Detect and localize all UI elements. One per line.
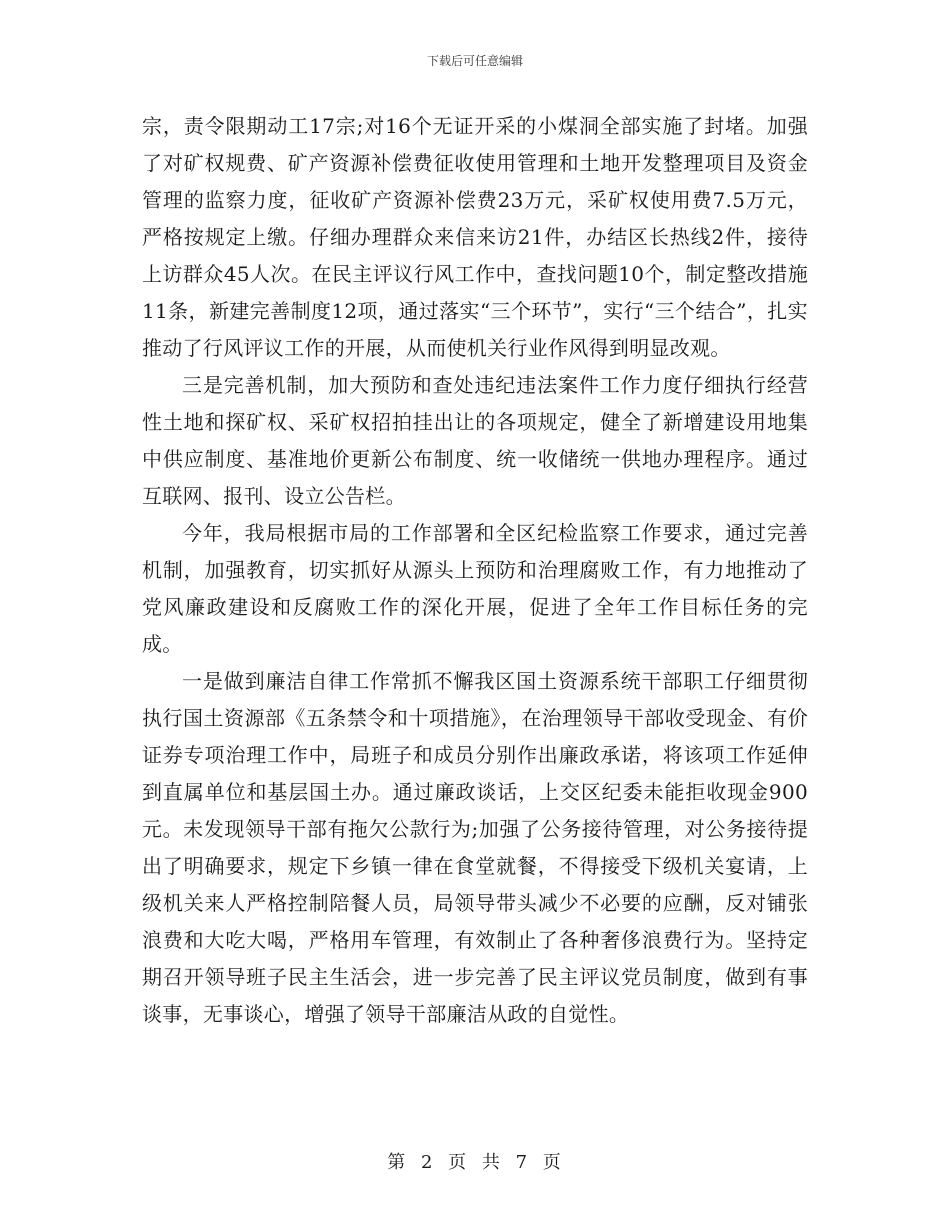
paragraph-4: 一是做到廉洁自律工作常抓不懈我区国土资源系统干部职工仔细贯彻执行国土资源部《五条禁令和十项措施》，在治理领导干部收受现金、有价证券专项治理工作中，局班子和成员分别作出廉政承诺，将该项工作延伸到直属单位和基层国土办。通过廉政谈话，上交区纪委未能拒收现金900元。未发现领导干部有拖欠公款行为;加强了公务接待管理，对公务接待提出了明确要求，规定下乡镇一律在食堂就餐，不得接受下级机关宴请，上级机关来人严格控制陪餐人员，局领导带头减少不必要的应酬，反对铺张浪费和大吃大喝，严格用车管理，有效制止了各种奢侈浪费行为。坚持定期召开领导班子民主生活会，进一步完善了民主评议党员制度，做到有事谈事，无事谈心，增强了领导干部廉洁从政的自觉性。 — [142, 669, 808, 1026]
document-body — [142, 108, 808, 1033]
paragraph-1: 宗，责令限期动工17宗;对16个无证开采的小煤洞全部实施了封堵。加强了对矿权规费、矿产资源补偿费征收使用管理和土地开发整理项目及资金管理的监察力度，征收矿产资源补偿费23万元，采矿权使用费7.5万元，严格按规定上缴。仔细办理群众来信来访21件，办结区长热线2件，接待上访群众45人次。在民主评议行风工作中，查找问题10个，制定整改措施11条，新建完善制度12项，通过落实“三个环节”，实行“三个结合”，扎实推动了行风评议工作的开展，从而使机关行业作风得到明显改观。 — [142, 114, 808, 360]
paragraph-2: 三是完善机制，加大预防和查处违纪违法案件工作力度仔细执行经营性土地和探矿权、采矿权招拍挂出让的各项规定，健全了新增建设用地集中供应制度、基准地价更新公布制度、统一收储统一供地办理程序。通过互联网、报刊、设立公告栏。 — [142, 373, 808, 508]
page-number-footer: 第 2 页 共 7 页 — [387, 1152, 563, 1173]
page-header: 下载后可任意编辑 — [426, 54, 523, 68]
paragraph-3: 今年，我局根据市局的工作部署和全区纪检监察工作要求，通过完善机制，加强教育，切实抓好从源头上预防和治理腐败工作，有力地推动了党风廉政建设和反腐败工作的深化开展，促进了全年工作目标任务的完成。 — [142, 521, 808, 656]
